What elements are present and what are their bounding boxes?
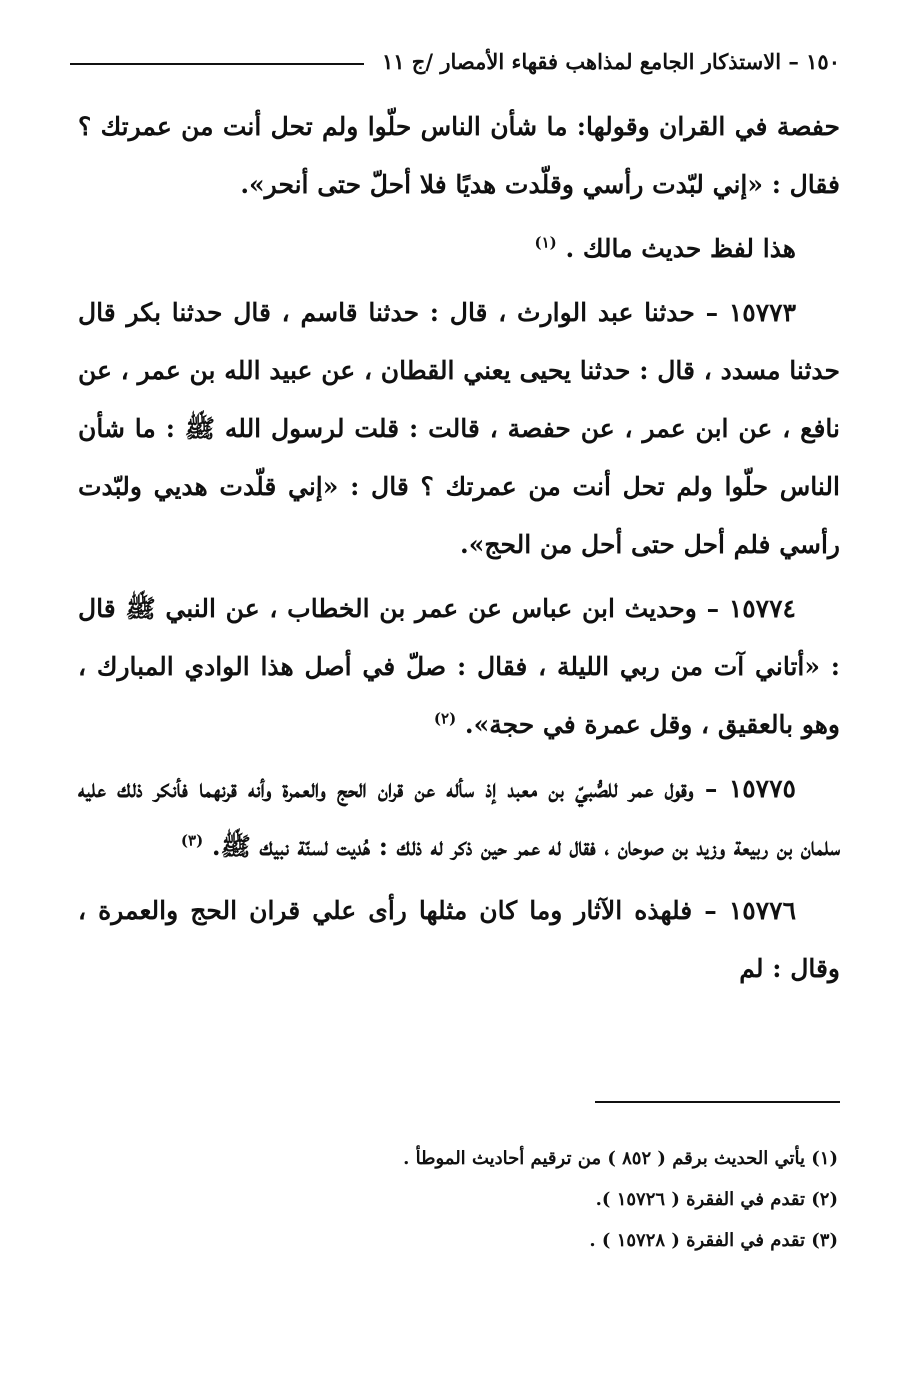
paragraph-number: ١٥٧٧٥ – — [704, 774, 796, 803]
header-title: ١٥٠ – الاستذكار الجامع لمذاهب فقهاء الأمصار /ج ١١ — [381, 48, 840, 74]
footnotes — [78, 1138, 838, 1261]
footnote-marker: (٢) — [433, 709, 457, 728]
paragraph-15775 — [78, 760, 840, 876]
paragraph-number: ١٥٧٧٦ – — [704, 896, 796, 925]
paragraph-text: وحديث ابن عباس عن عمر بن الخطاب ، عن النبي ﷺ قال : «أتاني آت من ربي الليلة ، فقال : صلّ في أصل هذا الوادي المبارك ، وهو بالعقيق ، وقل عمرة في حجة». — [78, 594, 840, 739]
main-text — [78, 98, 840, 1004]
footnote-2: (٢) تقدم في الفقرة ( ١٥٧٢٦ ). — [595, 1189, 838, 1210]
paragraph-text: هذا لفظ حديث مالك . — [565, 234, 796, 263]
paragraph-number: ١٥٧٧٣ – — [705, 298, 796, 327]
paragraph-number: ١٥٧٧٤ – — [706, 594, 796, 623]
paragraph-15776 — [78, 882, 840, 998]
footnote-separator — [595, 1101, 840, 1103]
header-rule — [70, 63, 364, 65]
paragraph-text: حدثنا عبد الوارث ، قال : حدثنا قاسم ، قال حدثنا بكر قال حدثنا مسدد ، قال : حدثنا يحيى يعني القطان ، عن عبيد الله بن عمر ، عن نافع ، عن ابن عمر ، عن حفصة ، قالت : قلت لرسول الله ﷺ : ما شأن الناس حلّوا ولم تحل أنت من عمرتك ؟ قال : «إني قلّدت هديي ولبّدت رأسي فلم أحل حتى أحل من الحج». — [78, 298, 840, 559]
paragraph-note — [78, 220, 840, 278]
footnote-3: (٣) تقدم في الفقرة ( ١٥٧٢٨ ) . — [589, 1230, 838, 1251]
paragraph-15774 — [78, 580, 840, 754]
paragraph-15773 — [78, 284, 840, 574]
paragraph-text: وقول عمر للصُّبيّ بن معبد إذ سأله عن قران الحج والعمرة وأنه قرنهما فأنكر ذلك عليه سلمان بن ربيعة وزيد بن صوحان ، فقال له عمر حين ذكر له ذلك : هُديت لسنّة نبيك ﷺ. — [78, 774, 840, 861]
footnote-marker: (٣) — [180, 831, 204, 850]
running-header — [70, 46, 840, 76]
paragraph-text: فلهذه الآثار وما كان مثلها رأى علي قران الحج والعمرة ، وقال : لم — [78, 896, 840, 983]
paragraph-continuation — [78, 98, 840, 214]
paragraph-text: حفصة في القران وقولها: ما شأن الناس حلّوا ولم تحل أنت من عمرتك ؟ فقال : «إني لبّدت رأسي وقلّدت هديًا فلا أحلّ حتى أنحر». — [78, 112, 840, 199]
footnote-marker: (١) — [534, 233, 557, 252]
footnote-1: (١) يأتي الحديث برقم ( ٨٥٢ ) من ترقيم أحاديث الموطأ . — [403, 1148, 838, 1169]
